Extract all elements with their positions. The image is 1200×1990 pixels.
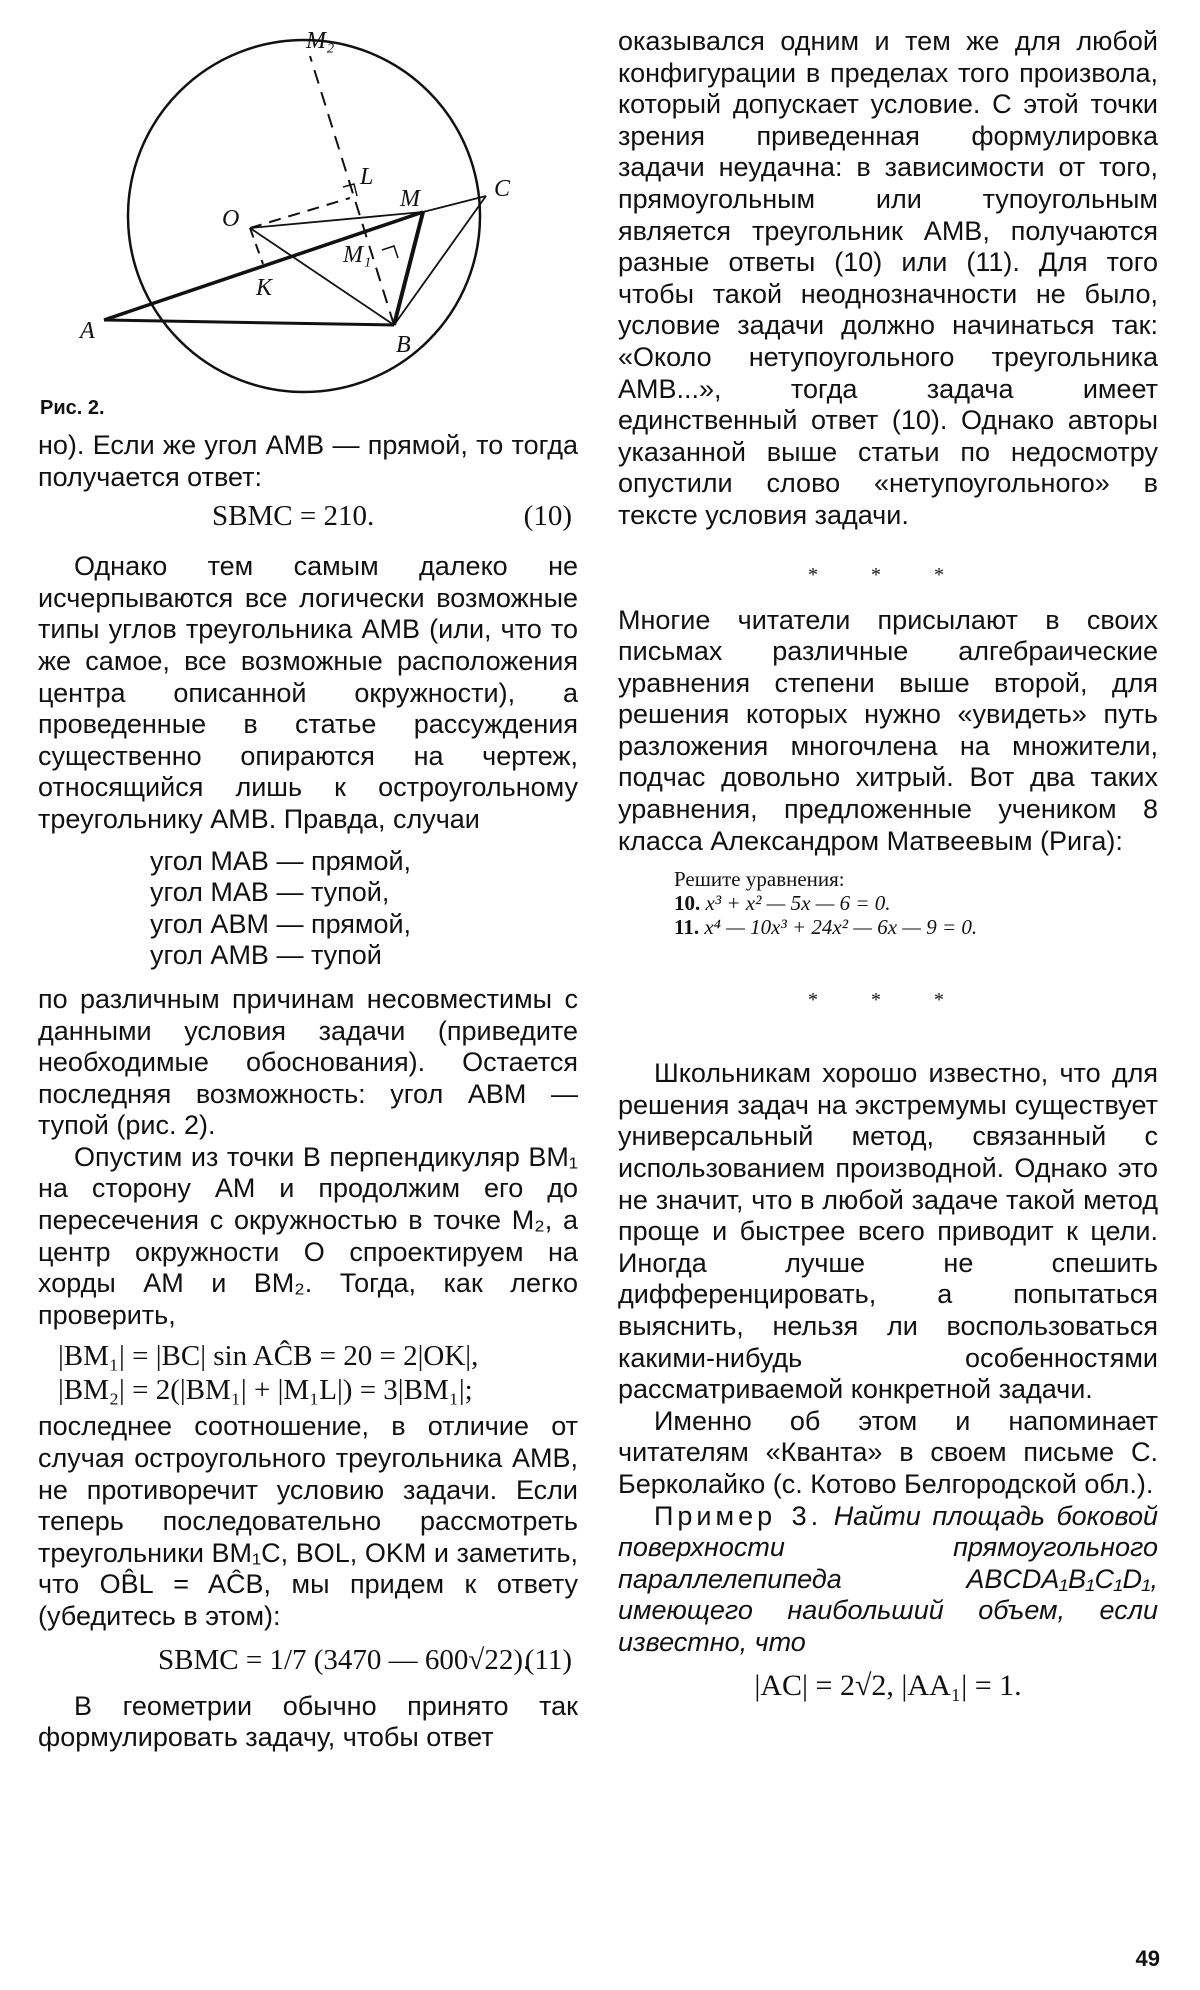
right-paragraph-4: Именно об этом и напоминает читателям «Кванта» в своем письме С. Берколайко (с. Котово Белгородской обл.). [618,1405,1158,1499]
equation-11-number: (11) [524,1643,572,1676]
equation-11-text: x⁴ — 10x³ + 24x² — 6x — 9 = 0. [704,915,978,940]
equation-11-number: 11. [674,915,700,940]
equation-10-line [674,891,1158,915]
case-item: угол ABM — прямой, [150,908,412,939]
example-text: Найти площадь боковой поверхности прямоугольного параллелепипеда ABCDA₁B₁C₁D₁, имеющего наибольший объем, если известно, что [618,1500,1158,1657]
segment-AM [104,212,423,320]
left-paragraph-2: Однако тем самым далеко не исчерпываются все логически возможные типы углов треугольника AMB (или, что то же самое, все возможные расположения центра описанной окружности), а проведенные в статье рассуждения существенно опираются на чертеж, относящийся лишь к остроугольному треугольнику AMB. Правда, случаи [38,551,578,834]
case-item: угол AMB — тупой [150,940,382,971]
equation-10-row [38,497,578,537]
example-label: Пример 3. [654,1500,823,1531]
equation-10-number: (10) [523,500,572,533]
left-paragraph-3: по различным причинам несовместимы с данными условия задачи (приведите необходимые обоснования). Остается последняя возможность: угол ABM — тупой (рис. 2). [38,983,578,1141]
label-M1: M₁ [343,242,372,268]
equation-11-row [38,1639,578,1683]
left-paragraph-5: последнее соотношение, в отличие от случая остроугольного треугольника AMB, не противоречит условию задачи. Если теперь последовательно рассмотреть треугольники BM₁C, BOL, OKM и заметить, что OB̂L = AĈB, мы придем к ответу (убедитесь в этом): [38,1411,578,1631]
case-item: угол MAB — прямой, [150,845,412,876]
equation-10: SBMC = 210. [212,500,375,533]
label-O: O [222,206,240,232]
figure-2-diagram [38,20,578,400]
left-paragraph-1: но). Если же угол AMB — прямой, то тогда получается ответ: [38,430,578,492]
segment-BM [394,212,423,325]
stars-separator-2: * * * [808,989,968,1012]
label-K: K [256,275,273,301]
cases-list [150,846,578,972]
segment-BM2-dashed [310,56,394,325]
case-item: угол MAB — тупой, [150,877,390,908]
label-M: M [400,186,420,212]
solve-label: Решите уравнения: [674,867,845,892]
label-C: C [494,176,511,202]
right-paragraph-2: Многие читатели присылают в своих письмах различные алгебраические уравнения степени выше второй, для решения которых нужно «увидеть» путь разложения многочлена на множители, подчас довольно хитрый. Вот два таких уравнения, предложенные учеником 8 класса Александром Матвеевым (Рига): [618,604,1158,856]
right-angle-mark-M1 [382,246,398,258]
left-paragraph-6: В геометрии обычно принято так формулировать задачу, чтобы ответ [38,1690,578,1753]
right-paragraph-3: Школьникам хорошо известно, что для решения задач на экстремумы существует универсальный метод, связанный с использованием производной. Однако это не значит, что в любой задаче такой метод проще и быстрее всего приводит к цели. Иногда лучше не спешить дифференцировать, а попытаться выяснить, нельзя ли воспользоваться какими-нибудь особенностями рассматриваемой конкретной задачи. [618,1058,1158,1405]
left-paragraph-4: Опустим из точки B перпендикуляр BM₁ на сторону AM и продолжим его до пересечения с окружностью в точке M₂, а центр окружности O спроектируем на хорды AM и BM₂. Тогда, как легко проверить, [38,1141,578,1330]
label-M2: M₂ [306,28,335,54]
equation-11-line [674,915,1158,939]
right-paragraph-1: оказывался одним и тем же для любой конфигурации в пределах того произвола, который допускает условие. С этой точки зрения приведенная формулировка задачи неудачна: в зависимости от того, прямоугольным или тупоугольным является треугольник AMB, получаются разные ответы (10) или (11). Для того чтобы такой неоднозначности не было, условие задачи должно начинаться так: «Около нетупоугольного треугольника AMB...», тогда задача имеет единственный ответ (10). Однако авторы указанной выше статьи по недосмотру опустили слово «нетупоугольного» в тексте условия задачи. [618,26,1158,530]
right-column [618,26,1158,1703]
equation-10-number: 10. [674,891,701,916]
left-column [38,430,578,1754]
stars-separator-1: * * * [808,563,968,586]
label-A: A [80,318,95,344]
equations-block [674,867,1158,939]
page-number: 49 [1135,1946,1160,1971]
figure-caption: Рис. 2. [40,397,105,419]
label-B: B [396,332,411,358]
right-angle-mark-L [343,184,357,196]
equation-11: SBMC = 1/7 (3470 — 600√22). [158,1643,531,1676]
right-paragraph-5 [618,1501,1158,1659]
segment-AB [104,320,394,325]
label-L: L [360,164,374,190]
circumcircle [128,40,480,392]
equation-bm2: |BM₂| = 2(|BM₁| + |M₁L|) = 3|BM₁|; [58,1374,473,1407]
equation-10-text: x³ + x² — 5x — 6 = 0. [705,891,891,916]
equation-bm1: |BM₁| = |BC| sin AĈB = 20 = 2|OK|, [58,1340,479,1373]
final-equation: |AC| = 2√2, |AA₁| = 1. [754,1668,1022,1702]
equations-bm [38,1339,578,1407]
